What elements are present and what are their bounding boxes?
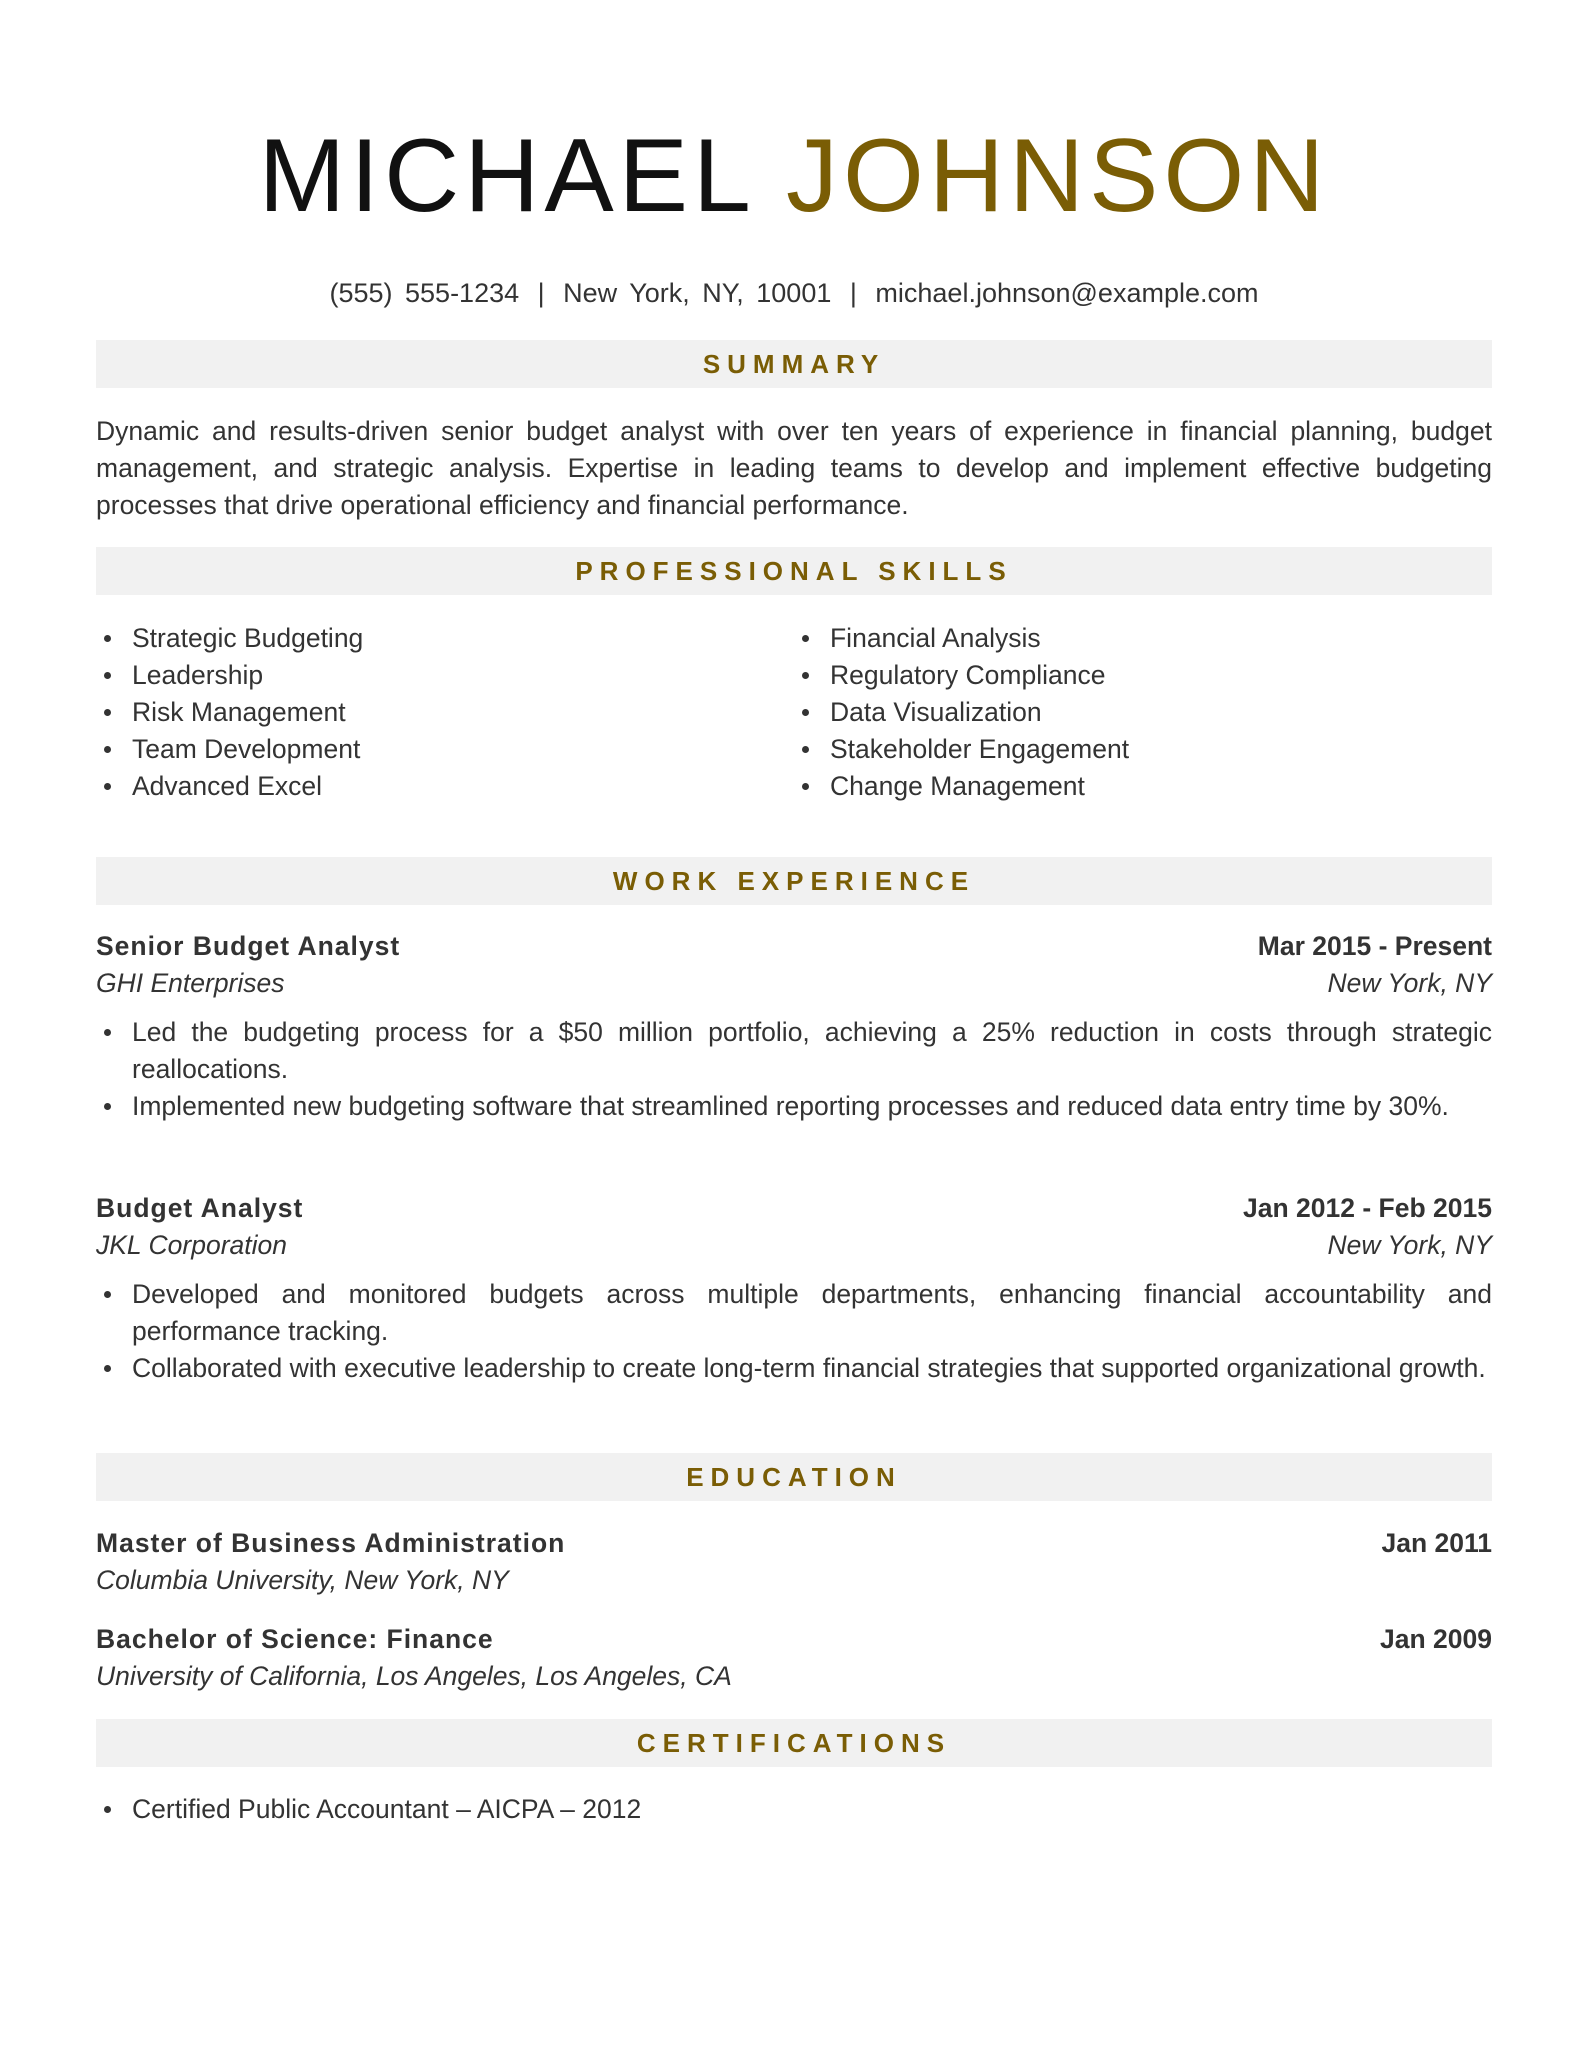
degree-date: Jan 2011 bbox=[1381, 1528, 1492, 1558]
education-header bbox=[96, 1525, 1492, 1562]
summary-heading: SUMMARY bbox=[96, 340, 1492, 388]
job-bullets bbox=[96, 1276, 1492, 1387]
certification-item: Certified Public Accountant – AICPA – 2012 bbox=[96, 1791, 1492, 1828]
job-dates: Mar 2015 - Present bbox=[1257, 931, 1492, 961]
job-bullet: Developed and monitored budgets across multiple departments, enhancing financial accountability and performance tracking. bbox=[96, 1276, 1492, 1350]
location: New York, NY, 10001 bbox=[563, 278, 832, 308]
job-header bbox=[96, 1190, 1492, 1227]
skill-item: Leadership bbox=[96, 657, 776, 694]
skill-item: Data Visualization bbox=[794, 694, 1492, 731]
last-name: JOHNSON bbox=[785, 118, 1330, 234]
skills-list-left bbox=[96, 620, 776, 805]
job-bullet: Implemented new budgeting software that streamlined reporting processes and reduced data entry time by 30%. bbox=[96, 1088, 1492, 1125]
job-company-row bbox=[96, 1227, 1492, 1264]
skills-list-right bbox=[794, 620, 1492, 805]
education-school-row bbox=[96, 1658, 1492, 1695]
separator: | bbox=[849, 278, 857, 308]
job-header bbox=[96, 928, 1492, 965]
experience-heading: WORK EXPERIENCE bbox=[96, 857, 1492, 905]
job-title: Senior Budget Analyst bbox=[96, 931, 401, 961]
job-bullet: Led the budgeting process for a $50 million portfolio, achieving a 25% reduction in costs through strategic reallocations. bbox=[96, 1014, 1492, 1088]
school: Columbia University, New York, NY bbox=[96, 1565, 509, 1595]
skill-item: Risk Management bbox=[96, 694, 776, 731]
job-location: New York, NY bbox=[1327, 1230, 1492, 1260]
school: University of California, Los Angeles, Los Angeles, CA bbox=[96, 1661, 732, 1691]
skill-item: Team Development bbox=[96, 731, 776, 768]
email-link[interactable]: michael.johnson@example.com bbox=[875, 278, 1259, 308]
job-company: GHI Enterprises bbox=[96, 968, 285, 998]
skill-item: Stakeholder Engagement bbox=[794, 731, 1492, 768]
education-school-row bbox=[96, 1562, 1492, 1599]
education-header bbox=[96, 1621, 1492, 1658]
skill-item: Strategic Budgeting bbox=[96, 620, 776, 657]
degree-date: Jan 2009 bbox=[1380, 1624, 1492, 1654]
skill-item: Change Management bbox=[794, 768, 1492, 805]
job-company-row bbox=[96, 965, 1492, 1002]
separator: | bbox=[537, 278, 545, 308]
job-company: JKL Corporation bbox=[96, 1230, 288, 1260]
phone: (555) 555-1234 bbox=[329, 278, 520, 308]
job-bullets bbox=[96, 1014, 1492, 1125]
candidate-name bbox=[96, 118, 1492, 234]
first-name: MICHAEL bbox=[258, 118, 753, 234]
certifications-list bbox=[96, 1791, 1492, 1828]
summary-text: Dynamic and results-driven senior budget analyst with over ten years of experience in financial planning, budget management, and strategic analysis. Expertise in leading teams to develop and implement effective budgeting processes that drive operational efficiency and financial performance. bbox=[96, 416, 1492, 520]
certifications-heading: CERTIFICATIONS bbox=[96, 1719, 1492, 1767]
job-bullet: Collaborated with executive leadership to create long-term financial strategies that supported organizational growth. bbox=[96, 1350, 1492, 1387]
skill-item: Financial Analysis bbox=[794, 620, 1492, 657]
skills-heading: PROFESSIONAL SKILLS bbox=[96, 547, 1492, 595]
degree: Master of Business Administration bbox=[96, 1528, 566, 1558]
job-title: Budget Analyst bbox=[96, 1193, 304, 1223]
skill-item: Advanced Excel bbox=[96, 768, 776, 805]
degree: Bachelor of Science: Finance bbox=[96, 1624, 494, 1654]
contact-line bbox=[96, 278, 1492, 309]
education-heading: EDUCATION bbox=[96, 1453, 1492, 1501]
job-location: New York, NY bbox=[1327, 968, 1492, 998]
skill-item: Regulatory Compliance bbox=[794, 657, 1492, 694]
job-dates: Jan 2012 - Feb 2015 bbox=[1243, 1193, 1492, 1223]
